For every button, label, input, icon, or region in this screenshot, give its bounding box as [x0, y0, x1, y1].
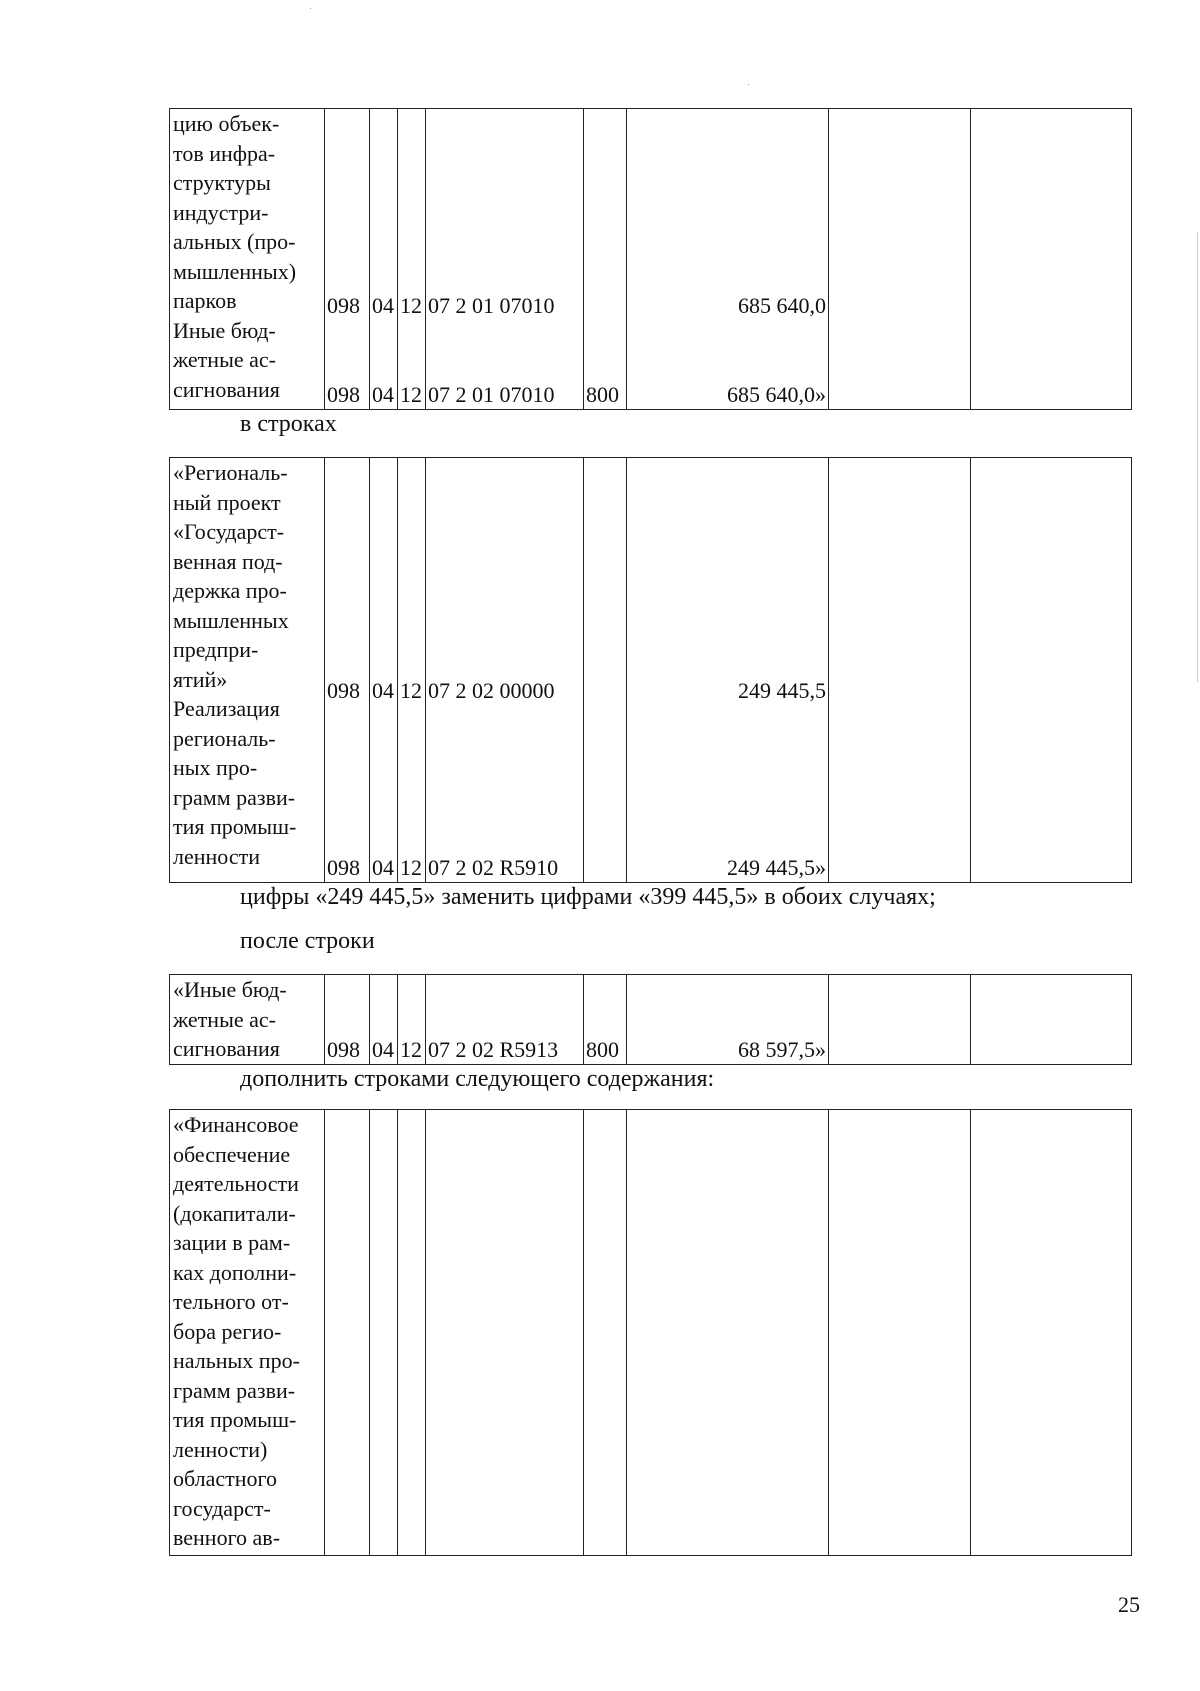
- instruction-in-rows: в строках: [240, 411, 337, 437]
- section-code: 04: [372, 677, 394, 703]
- row-name-line: «Иные бюд-: [173, 977, 287, 1002]
- subsection-code: 12: [400, 854, 422, 880]
- expense-type-cell: [584, 1110, 627, 1556]
- row-name-line: ных про-: [173, 755, 258, 780]
- section-code: 04: [372, 293, 394, 318]
- amount: 68 597,5»: [738, 1036, 826, 1062]
- row-name-line: ный проект: [173, 489, 281, 515]
- page-number: 25: [1118, 1592, 1140, 1617]
- target-code-cell: [426, 1110, 584, 1556]
- row-name-line: областного: [173, 1466, 278, 1491]
- scan-speck: [748, 84, 749, 85]
- section-code: 04: [372, 1036, 394, 1062]
- row-name-line: предпри-: [173, 637, 259, 662]
- target-code: 07 2 01 07010: [428, 381, 555, 407]
- amount: 685 640,0»: [727, 381, 826, 407]
- scan-speck: [310, 8, 311, 9]
- subsection-code: 12: [400, 1036, 422, 1062]
- amount-cell: [627, 975, 829, 1065]
- row-name-line: мышленных): [173, 258, 297, 284]
- row-name-line: ленности: [173, 843, 260, 869]
- row-name-line: мышленных: [173, 607, 289, 633]
- instruction-replace: цифры «249 445,5» заменить цифрами «399 445,5» в обоих случаях;: [240, 884, 936, 910]
- subsection-code-cell: [398, 109, 426, 410]
- section-code-cell: [370, 458, 398, 883]
- ministry-code-cell: [325, 109, 370, 410]
- empty-cell: [829, 109, 971, 410]
- ministry-code-cell: [325, 458, 370, 883]
- row-name-line: «Региональ-: [173, 460, 288, 485]
- row-name-line: зации в рам-: [173, 1230, 291, 1255]
- expense-type: 800: [586, 1036, 619, 1062]
- row-name-line: «Финансовое: [173, 1112, 299, 1137]
- row-name-line: жетные ас-: [173, 1006, 276, 1032]
- section-code-cell: [370, 975, 398, 1065]
- expense-type-cell: [584, 975, 627, 1065]
- table-row: [170, 109, 1132, 410]
- scan-speck: [1197, 232, 1198, 682]
- ministry-code: 098: [327, 293, 360, 318]
- empty-cell: [829, 1110, 971, 1556]
- empty-cell: [971, 109, 1132, 410]
- expense-type-cell: [584, 109, 627, 410]
- row-name-line: парков: [173, 288, 237, 313]
- row-name-line: (докапитали-: [173, 1200, 296, 1226]
- subsection-code-cell: [398, 1110, 426, 1556]
- row-name-line: тия промыш-: [173, 814, 297, 839]
- row-name-line: сигнования: [173, 1036, 280, 1061]
- budget-table-3: [169, 974, 1132, 1065]
- row-name-line: тельного от-: [173, 1289, 289, 1314]
- row-name-line: индустри-: [173, 199, 269, 225]
- row-name-line: альных (про-: [173, 229, 296, 254]
- row-name-cell: [170, 458, 325, 883]
- budget-table-2: [169, 457, 1132, 883]
- ministry-code-cell: [325, 1110, 370, 1556]
- empty-cell: [829, 975, 971, 1065]
- empty-cell: [971, 458, 1132, 883]
- row-name-cell: [170, 109, 325, 410]
- subsection-code-cell: [398, 975, 426, 1065]
- row-name-line: бора регио-: [173, 1318, 282, 1344]
- empty-cell: [971, 1110, 1132, 1556]
- empty-cell: [971, 975, 1132, 1065]
- budget-table-1: [169, 108, 1132, 410]
- subsection-code-cell: [398, 458, 426, 883]
- row-name-line: венная под-: [173, 548, 283, 574]
- expense-type: 800: [586, 381, 619, 407]
- target-code-cell: [426, 975, 584, 1065]
- amount: 685 640,0: [738, 293, 826, 318]
- row-name-line: тия промыш-: [173, 1407, 297, 1432]
- ministry-code: 098: [327, 677, 360, 703]
- row-name-line: тов инфра-: [173, 140, 276, 166]
- section-code: 04: [372, 854, 394, 880]
- table-row: [170, 1110, 1132, 1556]
- ministry-code: 098: [327, 381, 360, 407]
- target-code-cell: [426, 109, 584, 410]
- target-code: 07 2 02 R5913: [428, 1036, 559, 1062]
- row-name-line: государст-: [173, 1495, 271, 1521]
- expense-type-cell: [584, 458, 627, 883]
- amount: 249 445,5: [738, 677, 826, 703]
- row-name-line: сигнования: [173, 376, 280, 402]
- row-name-line: ятий»: [173, 666, 228, 692]
- instruction-supplement: дополнить строками следующего содержания:: [240, 1066, 715, 1092]
- row-name-line: держка про-: [173, 578, 287, 603]
- instruction-after-row: после строки: [240, 928, 375, 954]
- row-name-line: грамм разви-: [173, 784, 296, 810]
- subsection-code: 12: [400, 381, 422, 407]
- section-code: 04: [372, 381, 394, 407]
- target-code: 07 2 02 R5910: [428, 854, 559, 880]
- row-name-line: деятельности: [173, 1171, 299, 1196]
- table-row: [170, 458, 1132, 883]
- row-name-cell: [170, 975, 325, 1065]
- subsection-code: 12: [400, 677, 422, 703]
- section-code-cell: [370, 109, 398, 410]
- empty-cell: [829, 458, 971, 883]
- row-name-line: жетные ас-: [173, 347, 276, 372]
- row-name-line: Иные бюд-: [173, 317, 276, 343]
- ministry-code-cell: [325, 975, 370, 1065]
- budget-table-4: [169, 1109, 1132, 1556]
- ministry-code: 098: [327, 1036, 360, 1062]
- row-name-line: «Государст-: [173, 519, 285, 544]
- row-name-cell: [170, 1110, 325, 1556]
- amount-cell: [627, 458, 829, 883]
- table-row: [170, 975, 1132, 1065]
- section-code-cell: [370, 1110, 398, 1556]
- subsection-code: 12: [400, 293, 422, 318]
- target-code: 07 2 01 07010: [428, 293, 555, 318]
- row-name-line: Реализация: [173, 696, 280, 721]
- target-code: 07 2 02 00000: [428, 677, 555, 703]
- row-name-line: нальных про-: [173, 1348, 300, 1373]
- row-name-line: региональ-: [173, 725, 276, 751]
- ministry-code: 098: [327, 854, 360, 880]
- amount-cell: [627, 1110, 829, 1556]
- target-code-cell: [426, 458, 584, 883]
- row-name-line: цию объек-: [173, 111, 280, 136]
- row-name-line: венного ав-: [173, 1525, 281, 1550]
- row-name-line: обеспечение: [173, 1141, 291, 1167]
- amount-cell: [627, 109, 829, 410]
- row-name-line: ленности): [173, 1436, 268, 1462]
- row-name-line: грамм разви-: [173, 1377, 296, 1403]
- row-name-line: ках дополни-: [173, 1259, 297, 1285]
- row-name-line: структуры: [173, 170, 271, 195]
- amount: 249 445,5»: [727, 854, 826, 880]
